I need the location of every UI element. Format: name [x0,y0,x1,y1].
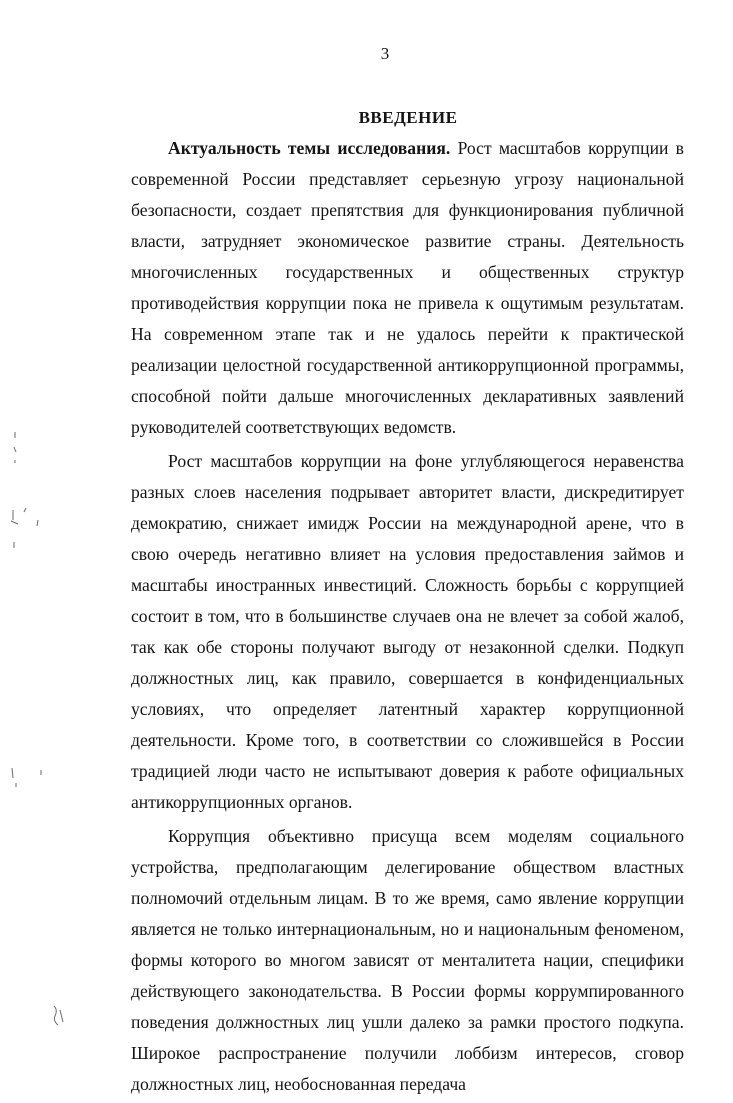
page-number: 3 [380,44,390,63]
paragraph-2: Рост масштабов коррупции на фоне углубляющегося неравенства разных слоев населения подрывает авторитет власти, дискредитирует демократию, снижает имидж России на международной арене, что в свою очередь негативно влияет на условия предоставления займов и масштабы иностранных инвестиций. Сложность борьбы с коррупцией состоит в том, что в большинстве случаев она не влечет за собой жалоб, так как обе стороны получают выгоду от незаконной сделки. Подкуп должностных лиц, как правило, совершается в конфиденциальных условиях, что определяет латентный характер коррупционной деятельности. Кроме того, в соответствии со сложившейся в России традицией люди часто не испытывают доверия к работе официальных антикоррупционных органов. [131,451,684,812]
paragraph-lead: Актуальность темы исследования. [168,138,451,158]
section-heading: ВВЕДЕНИЕ [358,108,458,127]
paragraph-text: Рост масштабов коррупции в современной России представляет серьезную угрозу национальной безопасности, создает препятствия для функционирования публичной власти, затрудняет экономическое развитие страны. Деятельность многочисленных государственных и общественных структур противодействия коррупции пока не привела к ощутимым результатам. На современном этапе так и не удалось перейти к практической реализации целостной государственной антикоррупционной программы, способной пойти дальше многочисленных декларативных заявлений руководителей соответствующих ведомств. [131,138,684,437]
paragraph-3: Коррупция объективно присуща всем моделям социального устройства, предполагающим делегирование обществом властных полномочий отдельным лицам. В то же время, само явление коррупции является не только интернациональным, но и национальным феноменом, формы которого во многом зависят от менталитета нации, специфики действующего законодательства. В России формы коррумпированного поведения должностных лиц ушли далеко за рамки простого подкупа. Широкое распространение получили лоббизм интересов, сговор должностных лиц, необоснованная передача [131,826,684,1094]
